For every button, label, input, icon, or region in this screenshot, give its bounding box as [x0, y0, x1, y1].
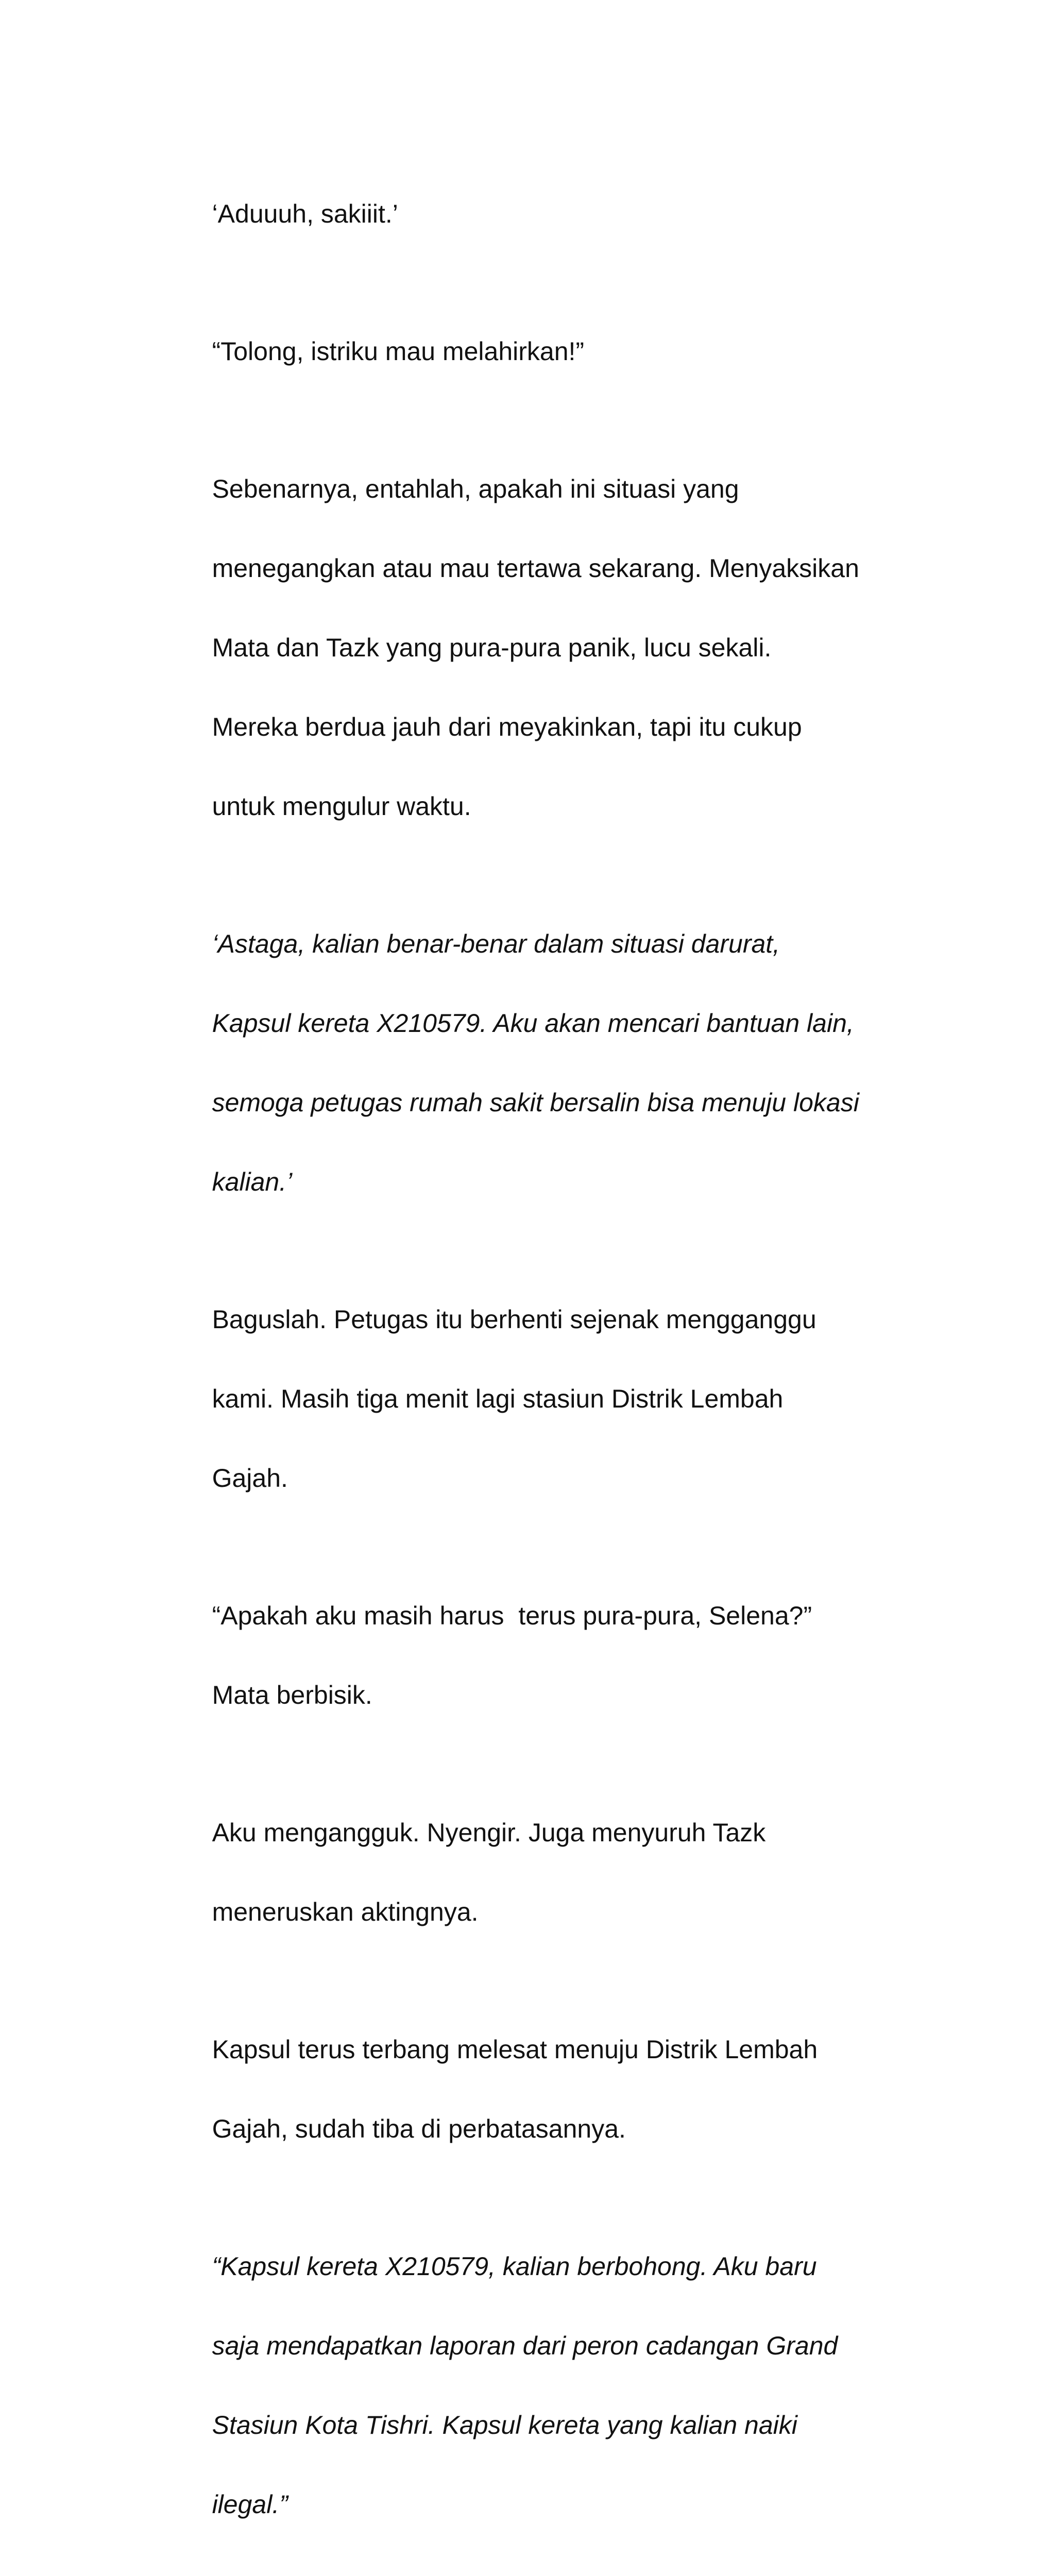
- paragraph-9: [183, 2207, 905, 2564]
- text-line: meneruskan aktingnya.: [212, 1897, 479, 1926]
- text-line: Kapsul kereta X210579. Aku akan mencari bantuan lain,: [212, 1009, 854, 1038]
- paragraph-8: [183, 1990, 905, 2189]
- paragraph-5: [183, 1260, 905, 1538]
- text-line: Baguslah. Petugas itu berhenti sejenak mengganggu: [212, 1305, 816, 1334]
- text-line: kalian.’: [212, 1167, 293, 1196]
- text-line: Sebenarnya, entahlah, apakah ini situasi yang: [212, 474, 739, 503]
- text-line: ilegal.”: [212, 2490, 288, 2519]
- text-line: Mata dan Tazk yang pura-pura panik, lucu sekali.: [212, 633, 772, 662]
- text-line: Mata berbisik.: [212, 1681, 372, 1709]
- text-line: saja mendapatkan laporan dari peron cadangan Grand: [212, 2331, 838, 2360]
- text-line: “Tolong, istriku mau melahirkan!”: [212, 337, 585, 366]
- text-line: “Apakah aku masih harus terus pura-pura, Selena?”: [212, 1601, 812, 1630]
- text-line: ‘Aduuuh, sakiiit.’: [212, 199, 398, 228]
- text-line: menegangkan atau mau tertawa sekarang. Menyaksikan: [212, 554, 859, 583]
- text-line: semoga petugas rumah sakit bersalin bisa menuju lokasi: [212, 1088, 859, 1117]
- paragraph-7: [183, 1773, 905, 1972]
- text-line: untuk mengulur waktu.: [212, 792, 471, 821]
- paragraph-6: [183, 1556, 905, 1755]
- text-line: Mereka berdua jauh dari meyakinkan, tapi itu cukup: [212, 713, 802, 741]
- text-line: Kapsul terus terbang melesat menuju Distrik Lembah: [212, 2035, 818, 2064]
- text-line: Gajah.: [212, 1464, 288, 1493]
- text-line: ‘Astaga, kalian benar-benar dalam situasi darurat,: [212, 929, 780, 958]
- document-page: [183, 155, 905, 2576]
- paragraph-1: [183, 155, 905, 274]
- paragraph-4: [183, 885, 905, 1242]
- paragraph-2: [183, 292, 905, 411]
- text-line: “Kapsul kereta X210579, kalian berbohong. Aku baru: [212, 2252, 817, 2281]
- text-line: kami. Masih tiga menit lagi stasiun Distrik Lembah: [212, 1384, 784, 1413]
- paragraph-3: [183, 430, 905, 866]
- text-line: Gajah, sudah tiba di perbatasannya.: [212, 2114, 626, 2143]
- text-line: Aku mengangguk. Nyengir. Juga menyuruh Tazk: [212, 1818, 766, 1847]
- text-line: Stasiun Kota Tishri. Kapsul kereta yang kalian naiki: [212, 2411, 797, 2439]
